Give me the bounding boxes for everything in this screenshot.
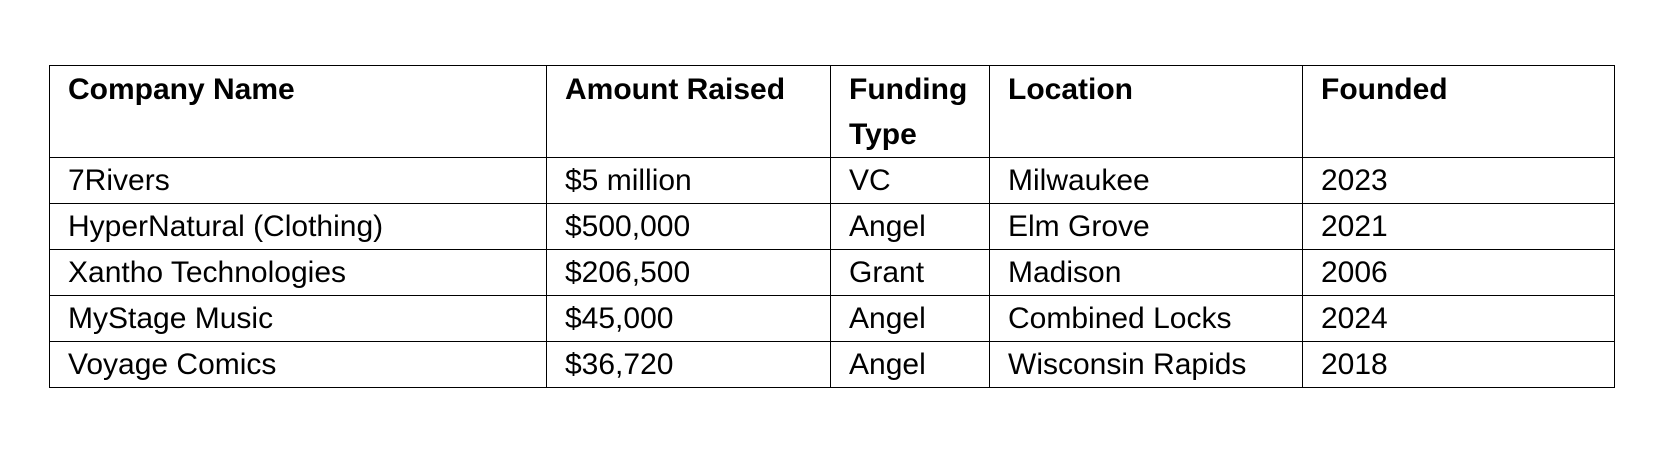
table-row	[50, 250, 1615, 296]
cell-founded: 2006	[1303, 250, 1615, 296]
cell-founded: 2021	[1303, 204, 1615, 250]
table-header-row	[50, 66, 1615, 158]
cell-founded: 2023	[1303, 158, 1615, 204]
cell-company-name: 7Rivers	[50, 158, 547, 204]
cell-amount-raised: $36,720	[547, 342, 831, 388]
cell-funding-type: VC	[831, 158, 990, 204]
cell-funding-type: Grant	[831, 250, 990, 296]
header-funding-type: Funding Type	[831, 66, 990, 158]
cell-company-name: Xantho Technologies	[50, 250, 547, 296]
cell-funding-type: Angel	[831, 204, 990, 250]
cell-founded: 2024	[1303, 296, 1615, 342]
header-founded: Founded	[1303, 66, 1615, 158]
header-location: Location	[990, 66, 1303, 158]
cell-location: Wisconsin Rapids	[990, 342, 1303, 388]
cell-funding-type: Angel	[831, 342, 990, 388]
cell-funding-type: Angel	[831, 296, 990, 342]
cell-location: Milwaukee	[990, 158, 1303, 204]
cell-amount-raised: $5 million	[547, 158, 831, 204]
funding-table	[49, 65, 1615, 388]
cell-location: Elm Grove	[990, 204, 1303, 250]
cell-amount-raised: $45,000	[547, 296, 831, 342]
header-amount-raised: Amount Raised	[547, 66, 831, 158]
header-company-name: Company Name	[50, 66, 547, 158]
cell-company-name: MyStage Music	[50, 296, 547, 342]
table-row	[50, 296, 1615, 342]
cell-amount-raised: $500,000	[547, 204, 831, 250]
table-row	[50, 204, 1615, 250]
cell-founded: 2018	[1303, 342, 1615, 388]
table-row	[50, 342, 1615, 388]
cell-company-name: Voyage Comics	[50, 342, 547, 388]
table-row	[50, 158, 1615, 204]
cell-amount-raised: $206,500	[547, 250, 831, 296]
cell-location: Combined Locks	[990, 296, 1303, 342]
cell-company-name: HyperNatural (Clothing)	[50, 204, 547, 250]
cell-location: Madison	[990, 250, 1303, 296]
